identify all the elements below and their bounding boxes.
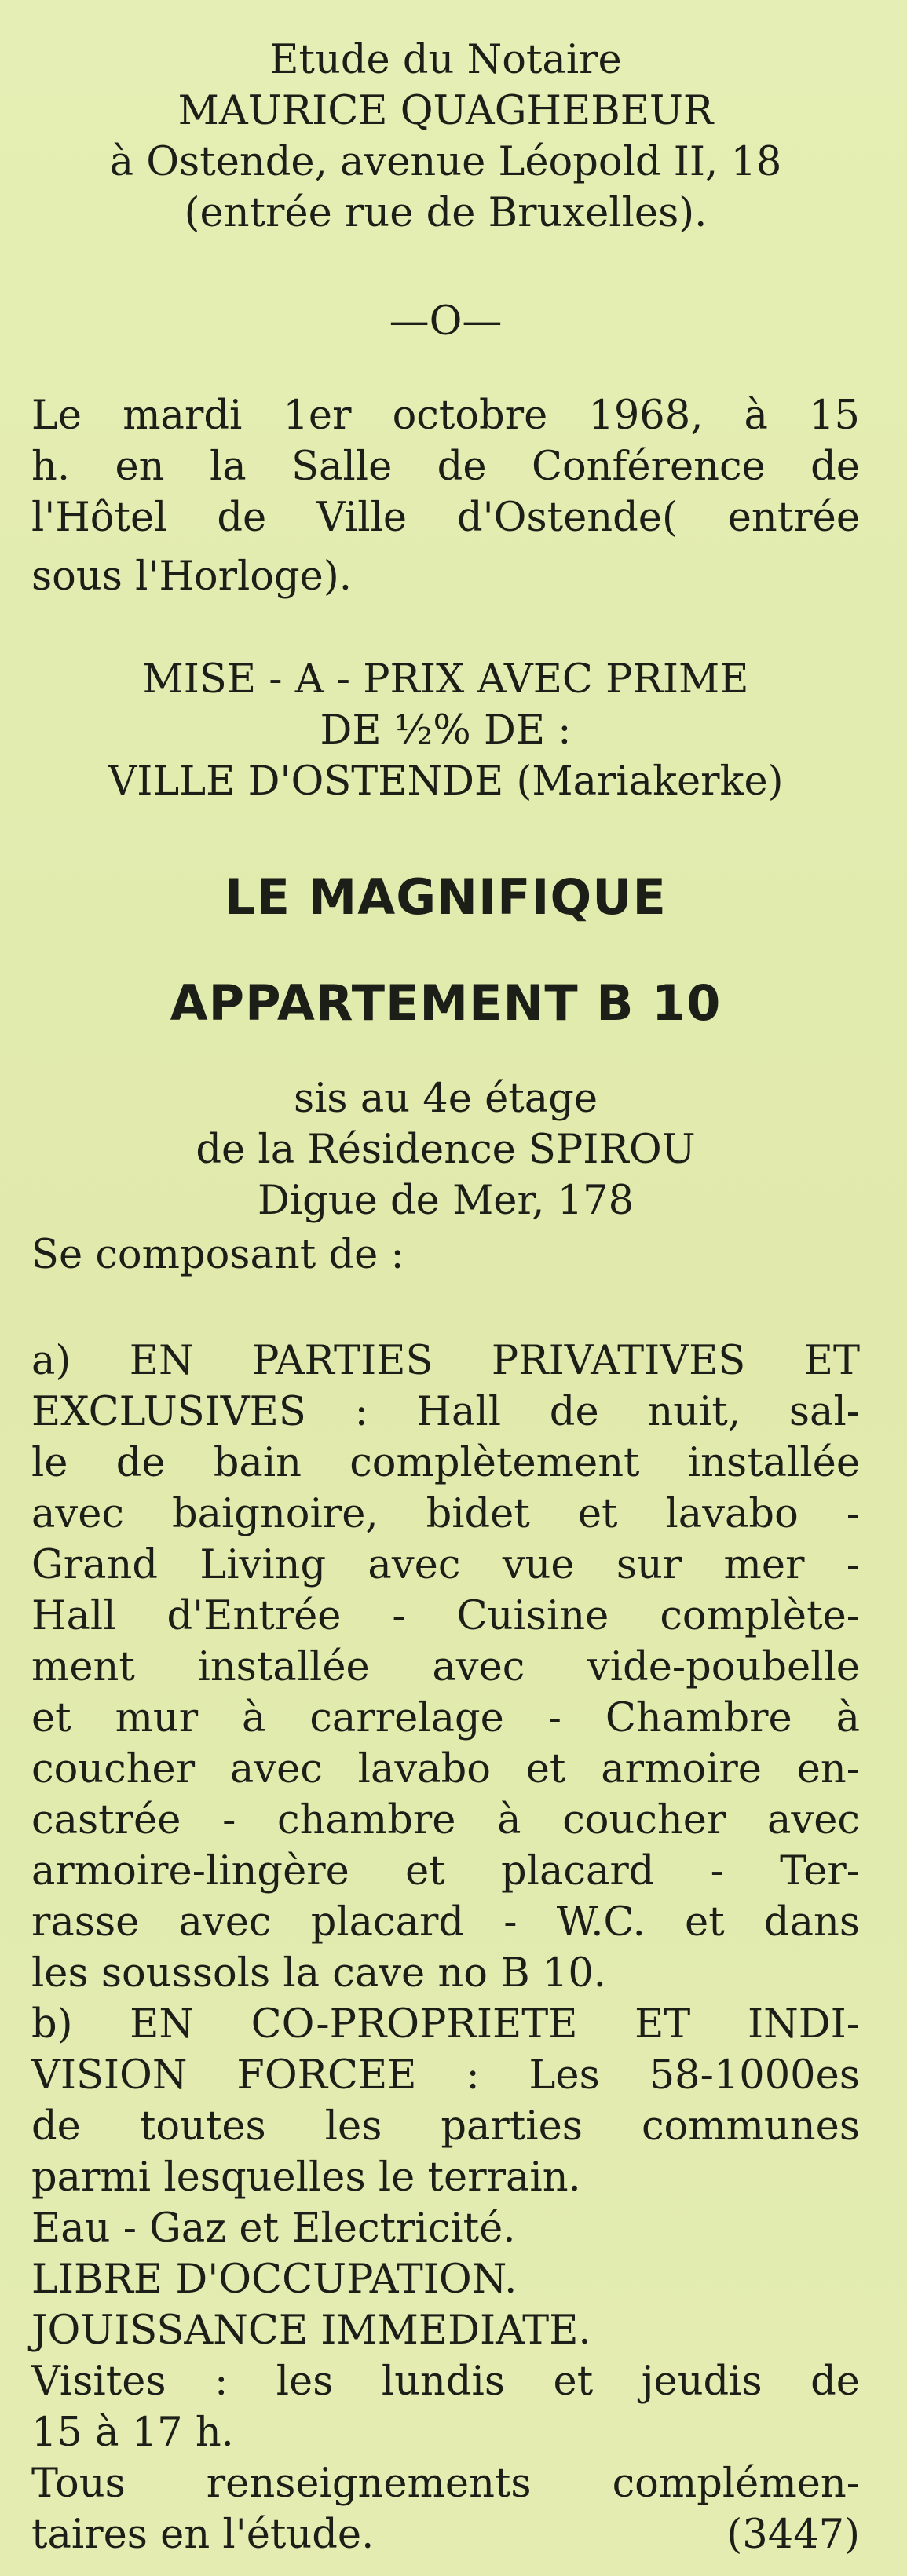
- body-line: rasse avec placard - W.C. et dans: [31, 1899, 860, 1946]
- body-line: JOUISSANCE IMMEDIATE.: [31, 2307, 591, 2354]
- body-line: les soussols la cave no B 10.: [31, 1950, 607, 1997]
- last-line: [31, 2510, 860, 2560]
- body-line: a) EN PARTIES PRIVATIVES ET: [31, 1338, 860, 1384]
- body-line: coucher avec lavabo et armoire en-: [31, 1746, 860, 1792]
- title-line-1: LE MAGNIFIQUE: [225, 868, 667, 926]
- body-line: Eau - Gaz et Electricité.: [31, 2205, 516, 2252]
- body-line: Grand Living avec vue sur mer -: [31, 1542, 860, 1588]
- body-line: Tous renseignements complémen-: [31, 2461, 860, 2507]
- title-line-2: APPARTEMENT B 10: [170, 974, 722, 1032]
- body-line: taires en l'étude.: [31, 2512, 375, 2558]
- body-line: VISION FORCEE : Les 58-1000es: [31, 2052, 860, 2099]
- body-line: avec baignoire, bidet et lavabo -: [31, 1491, 860, 1537]
- body-line: de toutes les parties communes: [31, 2103, 860, 2150]
- body-line: LIBRE D'OCCUPATION.: [31, 2256, 518, 2303]
- sale-line-3: l'Hôtel de Ville d'Ostende( entrée: [31, 495, 860, 541]
- header-entrance: (entrée rue de Bruxelles).: [184, 190, 708, 236]
- body-line: Hall d'Entrée - Cuisine complète-: [31, 1593, 860, 1639]
- body-line: b) EN CO-PROPRIETE ET INDI-: [31, 2001, 860, 2048]
- header-address: à Ostende, avenue Léopold II, 18: [109, 139, 782, 185]
- sale-line-1: Le mardi 1er octobre 1968, à 15: [31, 393, 860, 439]
- location-line-4: Se composant de :: [31, 1232, 404, 1278]
- offer-location: VILLE D'OSTENDE (Mariakerke): [108, 758, 784, 805]
- reference-number: (3447): [726, 2512, 860, 2558]
- body-line: et mur à carrelage - Chambre à: [31, 1695, 860, 1741]
- sale-line-4: sous l'Horloge).: [31, 554, 352, 600]
- location-line-2: de la Résidence SPIROU: [196, 1127, 696, 1173]
- body-line: 15 à 17 h.: [31, 2410, 234, 2456]
- divider: —O—: [389, 298, 503, 345]
- body-line: le de bain complètement installée: [31, 1440, 860, 1486]
- body-line: armoire-lingère et placard - Ter-: [31, 1848, 860, 1895]
- offer-line-1: MISE - A - PRIX AVEC PRIME: [142, 656, 749, 703]
- offer-line-2: DE ½% DE :: [320, 707, 572, 754]
- body-line: Visites : les lundis et jeudis de: [31, 2359, 860, 2405]
- body-line: EXCLUSIVES : Hall de nuit, sal-: [31, 1389, 860, 1435]
- body-line: castrée - chambre à coucher avec: [31, 1797, 860, 1843]
- header-notary-name: MAURICE QUAGHEBEUR: [177, 88, 714, 134]
- location-line-1: sis au 4e étage: [293, 1076, 598, 1122]
- header-line-1: Etude du Notaire: [269, 37, 622, 83]
- sale-line-2: h. en la Salle de Conférence de: [31, 444, 860, 490]
- body-line: ment installée avec vide-poubelle: [31, 1644, 860, 1690]
- body-line: parmi lesquelles le terrain.: [31, 2154, 581, 2201]
- location-line-3: Digue de Mer, 178: [257, 1178, 635, 1224]
